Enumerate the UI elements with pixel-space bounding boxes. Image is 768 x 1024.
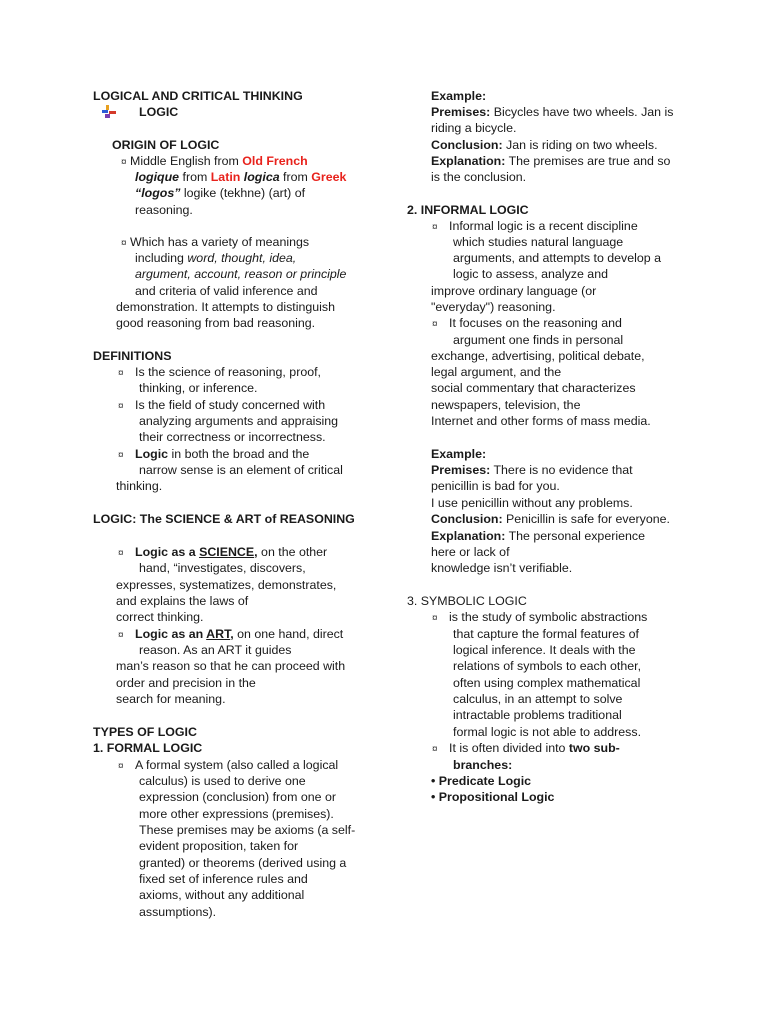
symbolic-logic-heading: 3. SYMBOLIC LOGIC (407, 594, 527, 608)
science-paragraph-line-4: and explains the laws of (116, 594, 249, 608)
informal-line-4: logic to assess, analyze and (453, 267, 608, 281)
symbolic-line-8: formal logic is not able to address. (453, 725, 642, 739)
origin-paragraph-2-line-5: demonstration. It attempts to distinguish (116, 300, 336, 314)
origin-paragraph-2-line-3: argument, account, reason or principle (135, 267, 347, 281)
informal-logic-heading: 2. INFORMAL LOGIC (407, 203, 529, 217)
science-paragraph-line-5: correct thinking. (116, 610, 204, 624)
science-paragraph: ¤ Logic as a SCIENCE, on the other (118, 545, 328, 559)
definition-1: ¤ Is the science of reasoning, proof, (118, 365, 321, 379)
symbolic-line-4: relations of symbols to each other, (453, 659, 642, 673)
art-paragraph-line-2: reason. As an ART it guides (139, 643, 292, 657)
origin-paragraph-2-line-2: including word, thought, idea, (135, 251, 297, 265)
origin-heading: ORIGIN OF LOGIC (112, 138, 220, 152)
origin-paragraph-1-line-4: reasoning. (135, 203, 193, 217)
bullet-icon: ¤ (118, 450, 124, 461)
bullet-icon: ¤ (432, 744, 438, 755)
example-1-conclusion: Conclusion: Jan is riding on two wheels. (431, 138, 658, 152)
origin-paragraph-1-line-3: “logos” logike (tekhne) (art) of (135, 186, 306, 200)
definition-2: ¤ Is the field of study concerned with (118, 398, 326, 412)
origin-paragraph-2-line-6: good reasoning from bad reasoning. (116, 316, 316, 330)
definition-3-line-2: narrow sense is an element of critical (139, 463, 343, 477)
symbolic-line-3: logical inference. It deals with the (453, 643, 636, 657)
bullet-icon: ¤ (432, 222, 438, 233)
informal-line-5: improve ordinary language (or (431, 284, 597, 298)
origin-paragraph-1-line-2: logique from Latin logica from Greek (135, 170, 347, 184)
formal-logic-paragraph: ¤ A formal system (also called a logical (118, 758, 339, 772)
bullet-icon: ¤ (432, 319, 438, 330)
definition-3-line-3: thinking. (116, 479, 163, 493)
bullet-icon: ¤ (432, 613, 438, 624)
example-1-explanation: Explanation: The premises are true and so (431, 154, 671, 168)
formal-line-7: granted) or theorems (derived using a (139, 856, 347, 870)
informal-line-2: which studies natural language (453, 235, 624, 249)
symbolic-paragraph-1: ¤ is the study of symbolic abstractions (432, 610, 648, 624)
art-paragraph-line-3: man’s reason so that he can proceed with (116, 659, 346, 673)
origin-paragraph-1: ¤ Middle English from Old French (121, 154, 308, 168)
bullet-icon: ¤ (118, 548, 124, 559)
bullet-icon: ¤ (118, 630, 124, 641)
definitions-heading: DEFINITIONS (93, 349, 172, 363)
origin-paragraph-2: ¤ Which has a variety of meanings (121, 235, 310, 249)
bullet-icon: ¤ (118, 401, 124, 412)
bullet-icon: ¤ (118, 761, 124, 772)
informal-line-13: Internet and other forms of mass media. (431, 414, 651, 428)
symbolic-line-5: often using complex mathematical (453, 676, 641, 690)
example-2-explanation-line-2: here or lack of (431, 545, 510, 559)
example-2-conclusion: Conclusion: Penicillin is safe for everyone. (431, 512, 670, 526)
example-2-explanation: Explanation: The personal experience (431, 529, 645, 543)
formal-line-5: These premises may be axioms (a self- (139, 823, 356, 837)
example-2-premises-line-2: penicillin is bad for you. (431, 479, 560, 493)
formal-line-8: fixed set of inference rules and (139, 872, 308, 886)
science-art-heading: LOGIC: The SCIENCE & ART of REASONING (93, 512, 355, 526)
informal-line-12: newspapers, television, the (431, 398, 581, 412)
informal-line-9: exchange, advertising, political debate, (431, 349, 645, 363)
symbolic-line-2: that capture the formal features of (453, 627, 639, 641)
informal-line-3: arguments, and attempts to develop a (453, 251, 662, 265)
science-paragraph-line-2: hand, “investigates, discovers, (139, 561, 306, 575)
symbolic-line-7: intractable problems traditional (453, 708, 622, 722)
formal-line-2: calculus) is used to derive one (139, 774, 306, 788)
symbolic-line-10: branches: (453, 758, 513, 772)
informal-line-8: argument one finds in personal (453, 333, 624, 347)
formal-line-10: assumptions). (139, 905, 217, 919)
propositional-logic-item: • Propositional Logic (431, 790, 555, 804)
example-1-premises: Premises: Bicycles have two wheels. Jan is (431, 105, 674, 119)
informal-line-6: "everyday") reasoning. (431, 300, 556, 314)
art-paragraph-line-5: search for meaning. (116, 692, 226, 706)
definition-2-line-2: analyzing arguments and appraising (139, 414, 339, 428)
bullet-icon: ¤ (121, 157, 127, 168)
logic-heading-icon (101, 104, 117, 120)
formal-line-3: expression (conclusion) from one or (139, 790, 336, 804)
art-paragraph-line-4: order and precision in the (116, 676, 256, 690)
example-2-premises: Premises: There is no evidence that (431, 463, 633, 477)
document-title: LOGICAL AND CRITICAL THINKING (93, 89, 303, 103)
symbolic-paragraph-2: ¤ It is often divided into two sub- (432, 741, 620, 755)
definition-2-line-3: their correctness or incorrectness. (139, 430, 326, 444)
types-heading: TYPES OF LOGIC (93, 725, 197, 739)
informal-line-11: social commentary that characterizes (431, 381, 636, 395)
formal-line-6: evident proposition, taken for (139, 839, 299, 853)
origin-paragraph-2-line-4: and criteria of valid inference and (135, 284, 318, 298)
formal-line-9: axioms, without any additional (139, 888, 305, 902)
example-1-premises-line-2: riding a bicycle. (431, 121, 517, 135)
logic-heading: LOGIC (139, 105, 179, 119)
definition-1-line-2: thinking, or inference. (139, 381, 258, 395)
example-1-explanation-line-2: is the conclusion. (431, 170, 527, 184)
informal-line-10: legal argument, and the (431, 365, 562, 379)
formal-logic-heading: 1. FORMAL LOGIC (93, 741, 203, 755)
example-1-heading: Example: (431, 89, 487, 103)
symbolic-line-6: calculus, in an attempt to solve (453, 692, 623, 706)
science-paragraph-line-3: expresses, systematizes, demonstrates, (116, 578, 337, 592)
predicate-logic-item: • Predicate Logic (431, 774, 532, 788)
example-2-explanation-line-3: knowledge isn’t verifiable. (431, 561, 573, 575)
formal-line-4: more other expressions (premises). (139, 807, 334, 821)
example-2-heading: Example: (431, 447, 487, 461)
informal-paragraph-1: ¤ Informal logic is a recent discipline (432, 219, 638, 233)
example-2-premises-line-3: I use penicillin without any problems. (431, 496, 633, 510)
informal-paragraph-2: ¤ It focuses on the reasoning and (432, 316, 622, 330)
bullet-icon: ¤ (121, 238, 127, 249)
definition-3: ¤ Logic in both the broad and the (118, 447, 310, 461)
art-paragraph: ¤ Logic as an ART, on one hand, direct (118, 627, 344, 641)
bullet-icon: ¤ (118, 368, 124, 379)
